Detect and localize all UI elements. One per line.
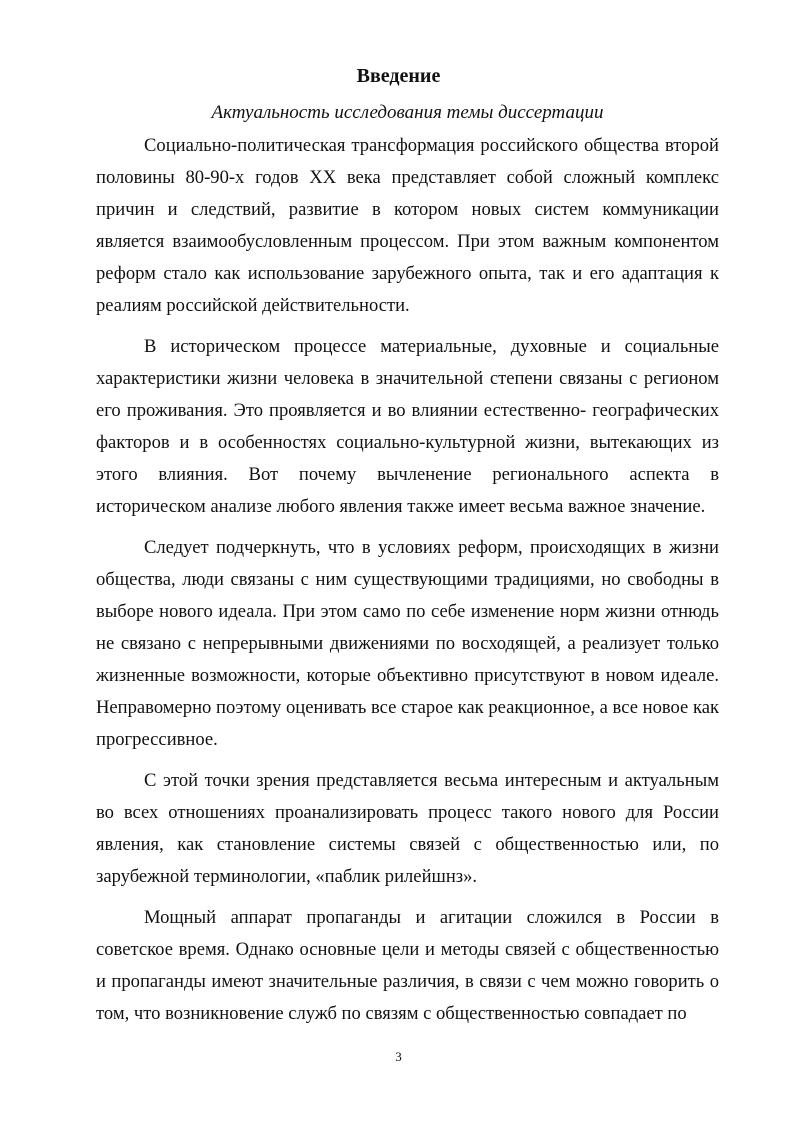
paragraph: Следует подчеркнуть, что в условиях реформ, происходящих в жизни общества, люди связаны с ним существующими традициями, но свободны в выборе нового идеала. При этом само по себе изменение норм жизни отнюдь не связано с непрерывными движениями по восходящей, а реализует только жизненные возможности, которые объективно присутствуют в новом идеале. Неправомерно поэтому оценивать все старое как реакционное, а все новое как прогрессивное. — [96, 537, 719, 750]
body-text — [96, 130, 719, 1030]
page-title: Введение — [356, 65, 441, 87]
paragraph: В историческом процессе материальные, духовные и социальные характеристики жизни человека в значительной степени связаны с регионом его проживания. Это проявляется и во влиянии естественно- географических факторов и в особенностях социально-культурной жизни, вытекающих из этого влияния. Вот почему вычленение регионального аспекта в историческом анализе любого явления также имеет весьма важное значение. — [96, 336, 719, 517]
paragraph: Социально-политическая трансформация российского общества второй половины 80-90-х годов XX века представляет собой сложный комплекс причин и следствий, развитие в котором новых систем коммуникации является взаимообусловленным процессом. При этом важным компонентом реформ стало как использование зарубежного опыта, так и его адаптация к реалиям российской действительности. — [96, 135, 719, 316]
paragraph: С этой точки зрения представляется весьма интересным и актуальным во всех отношениях проанализировать процесс такого нового для России явления, как становление системы связей с общественностью или, по зарубежной терминологии, «паблик рилейшнз». — [96, 770, 719, 887]
page-number: 3 — [395, 1049, 402, 1064]
section-subtitle: Актуальность исследования темы диссертации — [211, 102, 604, 123]
paragraph: Мощный аппарат пропаганды и агитации сложился в России в советское время. Однако основные цели и методы связей с общественностью и пропаганды имеют значительные различия, в связи с чем можно говорить о том, что возникновение служб по связям с общественностью совпадает по — [96, 907, 719, 1024]
